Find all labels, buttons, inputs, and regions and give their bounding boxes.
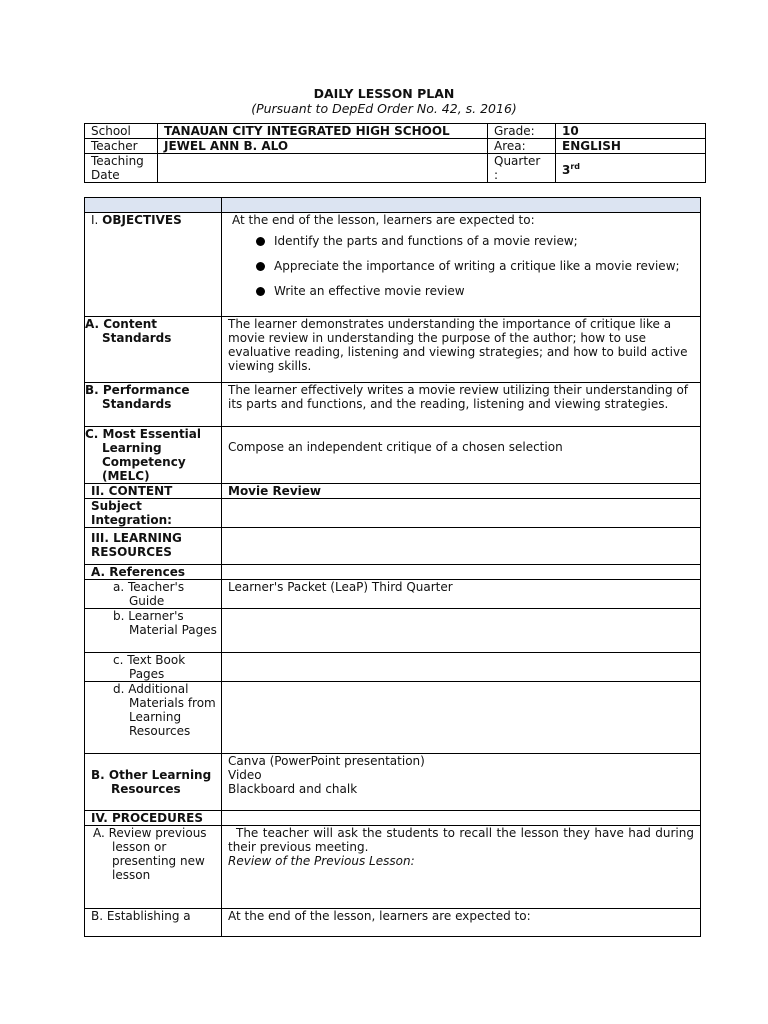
quarter-value: 3 [562, 162, 571, 177]
bullet-icon [256, 262, 265, 271]
info-row-teaching-date [85, 154, 706, 183]
document-header [0, 86, 768, 116]
document-title: DAILY LESSON PLAN [313, 86, 455, 101]
learners-material-value [222, 609, 701, 653]
melc-label: C. Most Essential Learning Competency (MELC) [85, 427, 222, 484]
content-value: Movie Review [222, 484, 701, 499]
objectives-list [228, 233, 694, 300]
establishing-row [85, 909, 701, 937]
procedures-label: IV. PROCEDURES [85, 811, 222, 826]
objectives-cell [222, 213, 701, 317]
quarter-value-cell [556, 154, 706, 183]
school-label: School [85, 124, 158, 139]
melc-text: Compose an independent critique of a chosen selection [222, 427, 701, 484]
subject-integration-value [222, 499, 701, 528]
teacher-label: Teacher [85, 139, 158, 154]
objectives-intro: At the end of the lesson, learners are expected to: [232, 213, 535, 227]
bullet-icon [256, 237, 265, 246]
objective-item [256, 283, 694, 300]
objectives-title: OBJECTIVES [102, 213, 182, 227]
teaching-label: Teaching [91, 154, 144, 168]
objectives-prefix: I. [91, 213, 103, 227]
text-book-label: c. Text Book Pages [85, 653, 222, 682]
performance-standards-label: B. Performance Standards [85, 383, 222, 427]
area-value: ENGLISH [556, 139, 706, 154]
teaching-date-value [158, 154, 488, 183]
references-label: A. References [85, 565, 222, 580]
procedures-row [85, 811, 701, 826]
info-row-school [85, 124, 706, 139]
performance-standards-text: The learner effectively writes a movie review utilizing their understanding of its parts and functions, and the reading, listening and viewing strategies. [222, 383, 701, 427]
teachers-guide-value: Learner's Packet (LeaP) Third Quarter [222, 580, 701, 609]
teacher-value: JEWEL ANN B. ALO [158, 139, 488, 154]
performance-standards-row [85, 383, 701, 427]
content-label: II. CONTENT [85, 484, 222, 499]
review-row [85, 826, 701, 909]
references-value [222, 565, 701, 580]
learning-resources-row [85, 528, 701, 565]
header-cell-right [222, 198, 701, 213]
quarter-colon: : [494, 168, 499, 182]
objective-item [256, 233, 694, 250]
objective-item [256, 258, 694, 275]
learners-material-row [85, 609, 701, 653]
date-label: Date [91, 168, 120, 182]
other-resources-row [85, 754, 701, 811]
teaching-date-label [85, 154, 158, 183]
subject-integration-label: Subject Integration: [85, 499, 222, 528]
other-resource-item: Blackboard and chalk [228, 782, 358, 796]
bullet-icon [256, 287, 265, 296]
review-italic-text: Review of the Previous Lesson: [228, 854, 415, 868]
references-row [85, 565, 701, 580]
subject-integration-row [85, 499, 701, 528]
other-resources-label: B. Other Learning Resources [85, 754, 222, 811]
grade-label: Grade: [488, 124, 556, 139]
school-value: TANAUAN CITY INTEGRATED HIGH SCHOOL [158, 124, 488, 139]
review-text: The teacher will ask the students to recall the lesson they have had during their previous meeting. [228, 826, 694, 854]
content-standards-label: A. Content Standards [85, 317, 222, 383]
document-subtitle: (Pursuant to DepEd Order No. 42, s. 2016) [251, 101, 517, 116]
content-standards-text: The learner demonstrates understanding the importance of critique like a movie review in understanding the purpose of the author; how to use evaluative reading, listening and viewing strategies; and how to build active viewing skills. [222, 317, 701, 383]
establishing-label: B. Establishing a [85, 909, 222, 937]
objective-text: Appreciate the importance of writing a critique like a movie review; [274, 259, 680, 273]
melc-row [85, 427, 701, 484]
objectives-row [85, 213, 701, 317]
other-resource-item: Canva (PowerPoint presentation) [228, 754, 425, 768]
establishing-text: At the end of the lesson, learners are expected to: [222, 909, 701, 937]
teachers-guide-label: a. Teacher's Guide [85, 580, 222, 609]
info-table [84, 123, 706, 183]
objective-text: Identify the parts and functions of a movie review; [274, 234, 578, 248]
lesson-plan-table [84, 197, 701, 937]
objectives-label [85, 213, 222, 317]
header-cell-left [85, 198, 222, 213]
learning-resources-value [222, 528, 701, 565]
procedures-value [222, 811, 701, 826]
teachers-guide-row [85, 580, 701, 609]
text-book-value [222, 653, 701, 682]
other-resources-value [222, 754, 701, 811]
grade-value: 10 [556, 124, 706, 139]
additional-materials-value [222, 682, 701, 754]
quarter-label: Quarter [494, 154, 541, 168]
review-cell [222, 826, 701, 909]
content-standards-row [85, 317, 701, 383]
table-header-row [85, 198, 701, 213]
text-book-row [85, 653, 701, 682]
review-label: A. Review previous lesson or presenting new lesson [85, 826, 222, 909]
additional-materials-label: d. Additional Materials from Learning Resources [85, 682, 222, 754]
learners-material-label: b. Learner's Material Pages [85, 609, 222, 653]
content-row [85, 484, 701, 499]
additional-materials-row [85, 682, 701, 754]
area-label: Area: [488, 139, 556, 154]
objective-text: Write an effective movie review [274, 284, 465, 298]
quarter-label-cell [488, 154, 556, 183]
quarter-superscript: rd [570, 161, 581, 171]
learning-resources-label: III. LEARNING RESOURCES [85, 528, 222, 565]
info-row-teacher [85, 139, 706, 154]
other-resource-item: Video [228, 768, 262, 782]
